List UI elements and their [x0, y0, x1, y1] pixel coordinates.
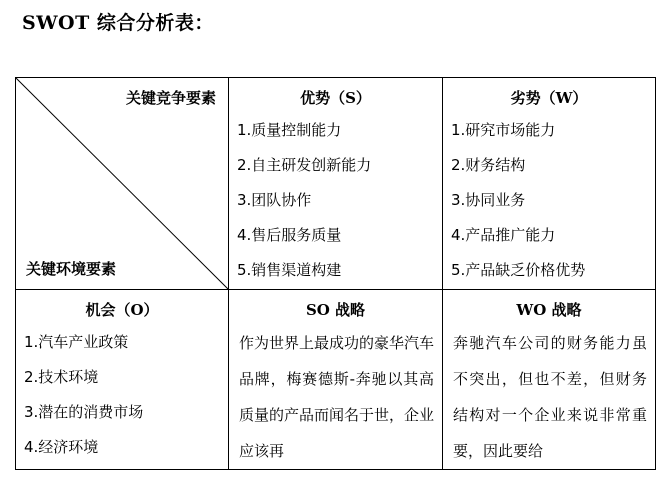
list-item: 1.研究市场能力 — [451, 121, 556, 139]
competition-factors-label: 关键竞争要素 — [125, 89, 216, 107]
so-strategy-cell — [229, 290, 443, 470]
list-item: 4.经济环境 — [24, 438, 99, 456]
opportunities-cell — [16, 290, 229, 470]
list-item: 2.技术环境 — [24, 368, 99, 386]
strengths-cell — [229, 78, 443, 290]
list-item: 5.销售渠道构建 — [237, 261, 342, 279]
list-item: 2.财务结构 — [451, 156, 526, 174]
opportunities-heading: 机会（O） — [85, 301, 159, 319]
list-item: 4.售后服务质量 — [237, 226, 342, 244]
list-item: 3.潜在的消费市场 — [24, 403, 144, 421]
environment-factors-label: 关键环境要素 — [26, 260, 117, 278]
table-title: SWOT 综合分析表： — [22, 12, 214, 34]
list-item: 1.质量控制能力 — [237, 121, 342, 139]
so-strategy-heading: SO 战略 — [305, 301, 366, 319]
list-item: 1.汽车产业政策 — [24, 333, 129, 351]
corner-cell — [16, 78, 229, 290]
list-item: 5.产品缺乏价格优势 — [451, 261, 586, 279]
list-item: 2.自主研发创新能力 — [237, 156, 372, 174]
weaknesses-cell — [443, 78, 656, 290]
strengths-heading: 优势（S） — [300, 89, 371, 107]
wo-strategy-heading: WO 战略 — [516, 301, 582, 319]
so-strategy-text: 作为世界上最成功的豪华汽车品牌，梅赛德斯-奔驰以其高质量的产品而闻名于世，企业应该再 — [239, 334, 435, 460]
wo-strategy-text: 奔驰汽车公司的财务能力虽不突出，但也不差，但财务结构对一个企业来说非常重要，因此要给 — [453, 334, 647, 460]
list-item: 3.协同业务 — [451, 191, 526, 209]
list-item: 3.团队协作 — [237, 191, 312, 209]
list-item: 4.产品推广能力 — [451, 226, 556, 244]
swot-table — [15, 77, 656, 470]
weaknesses-heading: 劣势（W） — [510, 89, 588, 107]
wo-strategy-cell — [443, 290, 656, 470]
